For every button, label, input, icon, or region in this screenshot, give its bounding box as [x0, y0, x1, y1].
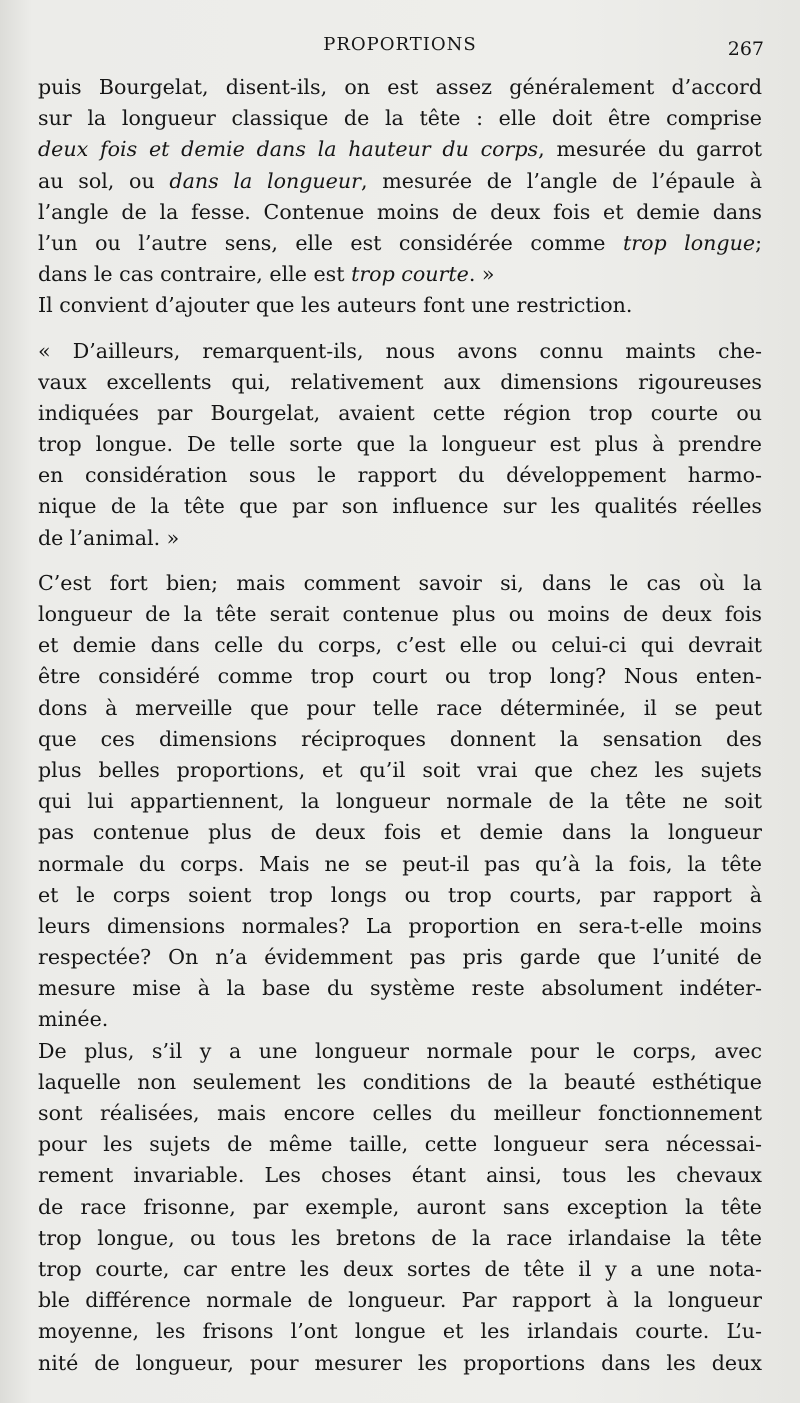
line-text: nité de longueur, pour mesurer les proportions dans les deux: [38, 1350, 762, 1375]
text-line: [38, 568, 762, 599]
line-text: De plus, s’il y a une longueur normale pour le corps, avec: [38, 1038, 762, 1063]
line-text: trop longue. De telle sorte que la longueur est plus à prendre: [38, 432, 762, 457]
line-text: , mesurée de l’angle de l’épaule à: [360, 168, 762, 193]
text-line: [38, 259, 762, 290]
running-head: [0, 34, 800, 58]
line-text: être considéré comme trop court ou trop long? Nous enten-: [38, 664, 762, 689]
text-line: [38, 973, 762, 1004]
line-text: indiquées par Bourgelat, avaient cette région trop courte ou: [38, 400, 762, 425]
line-text: minée.: [38, 1007, 109, 1032]
line-text: en considération sous le rapport du développement harmo-: [38, 463, 762, 488]
line-text: ble différence normale de longueur. Par rapport à la longueur: [38, 1288, 762, 1313]
text-line: [38, 290, 762, 321]
text-line: [38, 693, 762, 724]
text-line: [38, 398, 762, 429]
line-text: normale du corps. Mais ne se peut-il pas qu’à la fois, la tête: [38, 851, 762, 876]
text-line: [38, 630, 762, 661]
line-text: rement invariable. Les choses étant ainsi, tous les chevaux: [38, 1163, 762, 1188]
text-line: [38, 755, 762, 786]
line-text: . »: [468, 262, 495, 287]
line-text: plus belles proportions, et qu’il soit vrai que chez les sujets: [38, 757, 762, 782]
line-text: de l’animal. »: [38, 525, 180, 550]
text-line: [38, 1067, 762, 1098]
text-line: [38, 1129, 762, 1160]
text-line: [38, 724, 762, 755]
text-line: [38, 786, 762, 817]
text-line: [38, 197, 762, 228]
line-text: pour les sujets de même taille, cette longueur sera nécessai-: [38, 1132, 762, 1157]
text-line: [38, 1004, 762, 1035]
text-line: [38, 166, 762, 197]
text-line: [38, 1192, 762, 1223]
line-text: qui lui appartiennent, la longueur normale de la tête ne soit: [38, 789, 762, 814]
text-line: [38, 1254, 762, 1285]
line-text: sont réalisées, mais encore celles du meilleur fonctionnement: [38, 1101, 762, 1125]
line-text: laquelle non seulement les conditions de la beauté esthétique: [38, 1069, 762, 1094]
line-text: , mesurée du garrot: [538, 137, 762, 162]
page-number: 267: [727, 38, 764, 60]
text-line: [38, 336, 762, 367]
text-line: [38, 849, 762, 880]
line-text: longueur de la tête serait contenue plus ou moins de deux fois: [38, 602, 762, 626]
text-line: [38, 134, 762, 165]
italic-text: trop courte: [351, 262, 469, 287]
line-text: sur la longueur classique de la tête : elle doit être comprise: [38, 106, 762, 131]
body-text: [38, 72, 762, 1379]
italic-text: dans la longueur: [169, 168, 361, 193]
italic-text: deux fois et demie dans la hauteur du corps: [38, 137, 539, 162]
text-line: [38, 911, 762, 942]
text-line: [38, 1098, 762, 1129]
line-text: pas contenue plus de deux fois et demie dans la longueur: [38, 820, 762, 845]
line-text: C’est fort bien; mais comment savoir si, dans le cas où la: [38, 570, 762, 595]
line-text: nique de la tête que par son influence sur les qualités réelles: [38, 494, 762, 519]
running-title: PROPORTIONS: [323, 34, 477, 55]
line-text: leurs dimensions normales? La proportion en sera-t-elle moins: [38, 913, 762, 938]
line-text: et demie dans celle du corps, c’est elle ou celui-ci qui devrait: [38, 633, 762, 658]
text-line: [38, 429, 762, 460]
line-text: mesure mise à la base du système reste absolument indéter-: [38, 976, 762, 1001]
line-text: au sol, ou: [38, 168, 170, 193]
text-line: [38, 599, 762, 630]
text-line: [38, 661, 762, 692]
text-line: [38, 1223, 762, 1254]
text-line: [38, 72, 762, 103]
text-line: [38, 523, 762, 554]
line-text: dans le cas contraire, elle est: [38, 262, 352, 287]
line-text: de race frisonne, par exemple, auront sans exception la tête: [38, 1194, 762, 1219]
italic-text: trop longue: [622, 230, 756, 255]
line-text: puis Bourgelat, disent-ils, on est assez généralement d’accord: [38, 75, 762, 99]
text-line: [38, 367, 762, 398]
text-line: [38, 880, 762, 911]
line-text: respectée? On n’a évidemment pas pris garde que l’unité de: [38, 945, 762, 970]
text-line: [38, 942, 762, 973]
text-line: [38, 1036, 762, 1067]
line-text: ;: [755, 230, 762, 255]
text-line: [38, 228, 762, 259]
text-line: [38, 1160, 762, 1191]
line-text: moyenne, les frisons l’ont longue et les irlandais courte. L’u-: [38, 1319, 762, 1344]
text-line: [38, 817, 762, 848]
text-line: [38, 103, 762, 134]
text-line: [38, 1348, 762, 1379]
line-text: et le corps soient trop longs ou trop courts, par rapport à: [38, 882, 762, 907]
line-text: trop courte, car entre les deux sortes de tête il y a une nota-: [38, 1256, 762, 1281]
line-text: trop longue, ou tous les bretons de la race irlandaise la tête: [38, 1225, 762, 1250]
line-text: « D’ailleurs, remarquent-ils, nous avons connu maints che-: [38, 338, 762, 363]
line-text: que ces dimensions réciproques donnent la sensation des: [38, 726, 762, 751]
line-text: l’angle de la fesse. Contenue moins de deux fois et demie dans: [38, 199, 762, 224]
line-text: vaux excellents qui, relativement aux dimensions rigoureuses: [38, 369, 762, 394]
text-line: [38, 491, 762, 522]
line-text: Il convient d’ajouter que les auteurs font une restriction.: [38, 293, 633, 318]
line-text: l’un ou l’autre sens, elle est considérée comme: [38, 230, 623, 255]
text-line: [38, 460, 762, 491]
text-line: [38, 1316, 762, 1347]
line-text: dons à merveille que pour telle race déterminée, il se peut: [38, 695, 762, 720]
text-line: [38, 1285, 762, 1316]
